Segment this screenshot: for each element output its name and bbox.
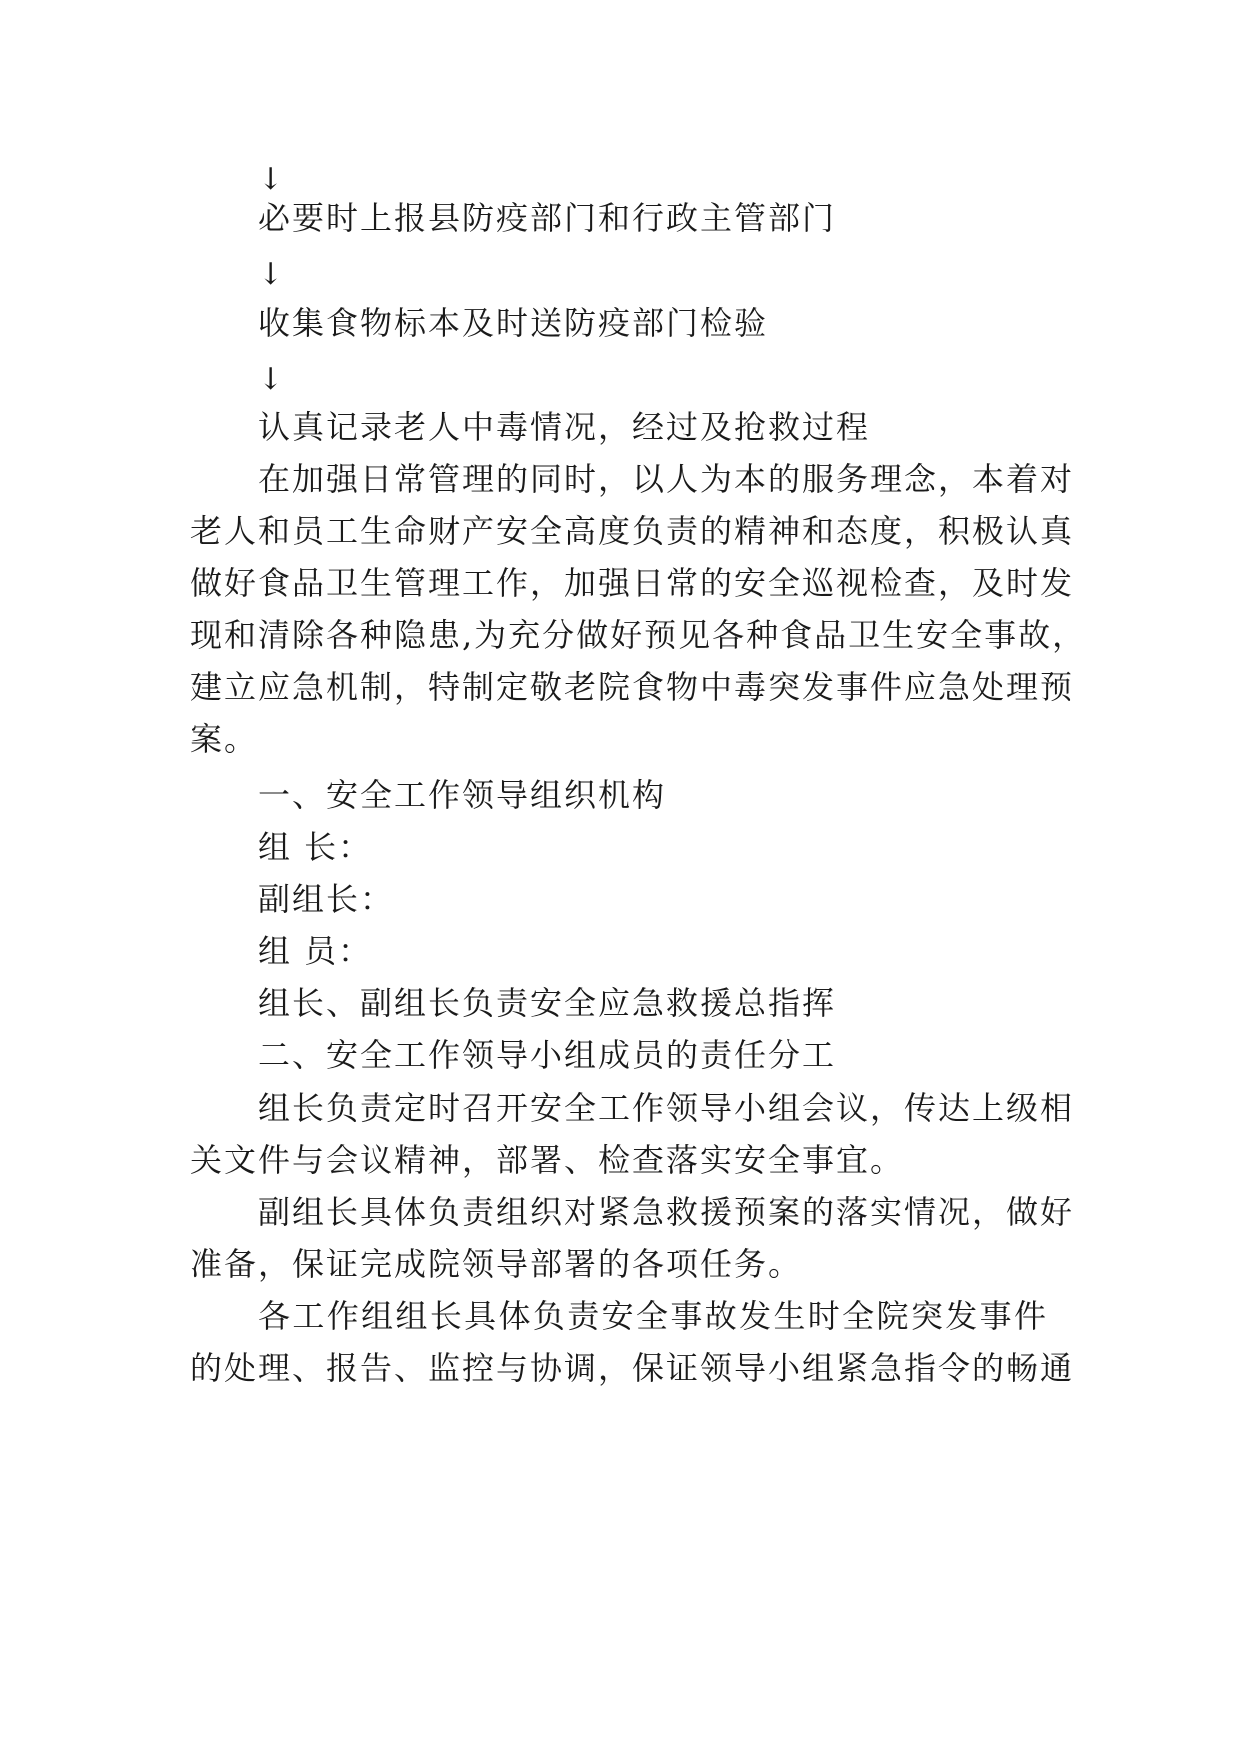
group-leader-duty-line: 各工作组组长具体负责安全事故发生时全院突发事件 — [258, 1297, 1048, 1335]
flow-step-record: 认真记录老人中毒情况，经过及抢救过程 — [258, 408, 871, 446]
intro-line: 在加强日常管理的同时，以人为本的服务理念，本着对 — [258, 460, 1075, 498]
flow-arrow-down-icon: ↓ — [258, 362, 284, 397]
leader-duty-line: 组长负责定时召开安全工作领导小组会议，传达上级相 — [258, 1089, 1075, 1127]
flow-arrow-down-icon: ↓ — [258, 162, 284, 197]
flow-arrow-down-icon: ↓ — [258, 257, 284, 292]
members-label: 组 员： — [258, 932, 373, 970]
deputy-duty-line: 副组长具体负责组织对紧急救援预案的落实情况，做好 — [258, 1193, 1075, 1231]
leader-label: 组 长： — [258, 828, 373, 866]
intro-line: 老人和员工生命财产安全高度负责的精神和态度，积极认真 — [190, 512, 1075, 550]
section1-heading: 一、安全工作领导组织机构 — [258, 776, 667, 814]
deputy-duty-line: 准备，保证完成院领导部署的各项任务。 — [190, 1245, 803, 1283]
intro-line: 做好食品卫生管理工作，加强日常的安全巡视检查，及时发 — [190, 564, 1075, 602]
leader-duty-line: 关文件与会议精神，部署、检查落实安全事宜。 — [190, 1141, 905, 1179]
intro-line: 建立应急机制，特制定敬老院食物中毒突发事件应急处理预 — [190, 668, 1075, 706]
flow-step-sample: 收集食物标本及时送防疫部门检验 — [258, 304, 769, 342]
deputy-leader-label: 副组长： — [258, 880, 395, 918]
flow-step-report: 必要时上报县防疫部门和行政主管部门 — [258, 199, 837, 237]
section2-heading: 二、安全工作领导小组成员的责任分工 — [258, 1036, 837, 1074]
group-leader-duty-line: 的处理、报告、监控与协调，保证领导小组紧急指令的畅通 — [190, 1349, 1075, 1387]
intro-line: 现和清除各种隐患,为充分做好预见各种食品卫生安全事故， — [190, 616, 1087, 654]
command-line: 组长、副组长负责安全应急救援总指挥 — [258, 984, 837, 1022]
intro-line: 案。 — [190, 720, 259, 758]
